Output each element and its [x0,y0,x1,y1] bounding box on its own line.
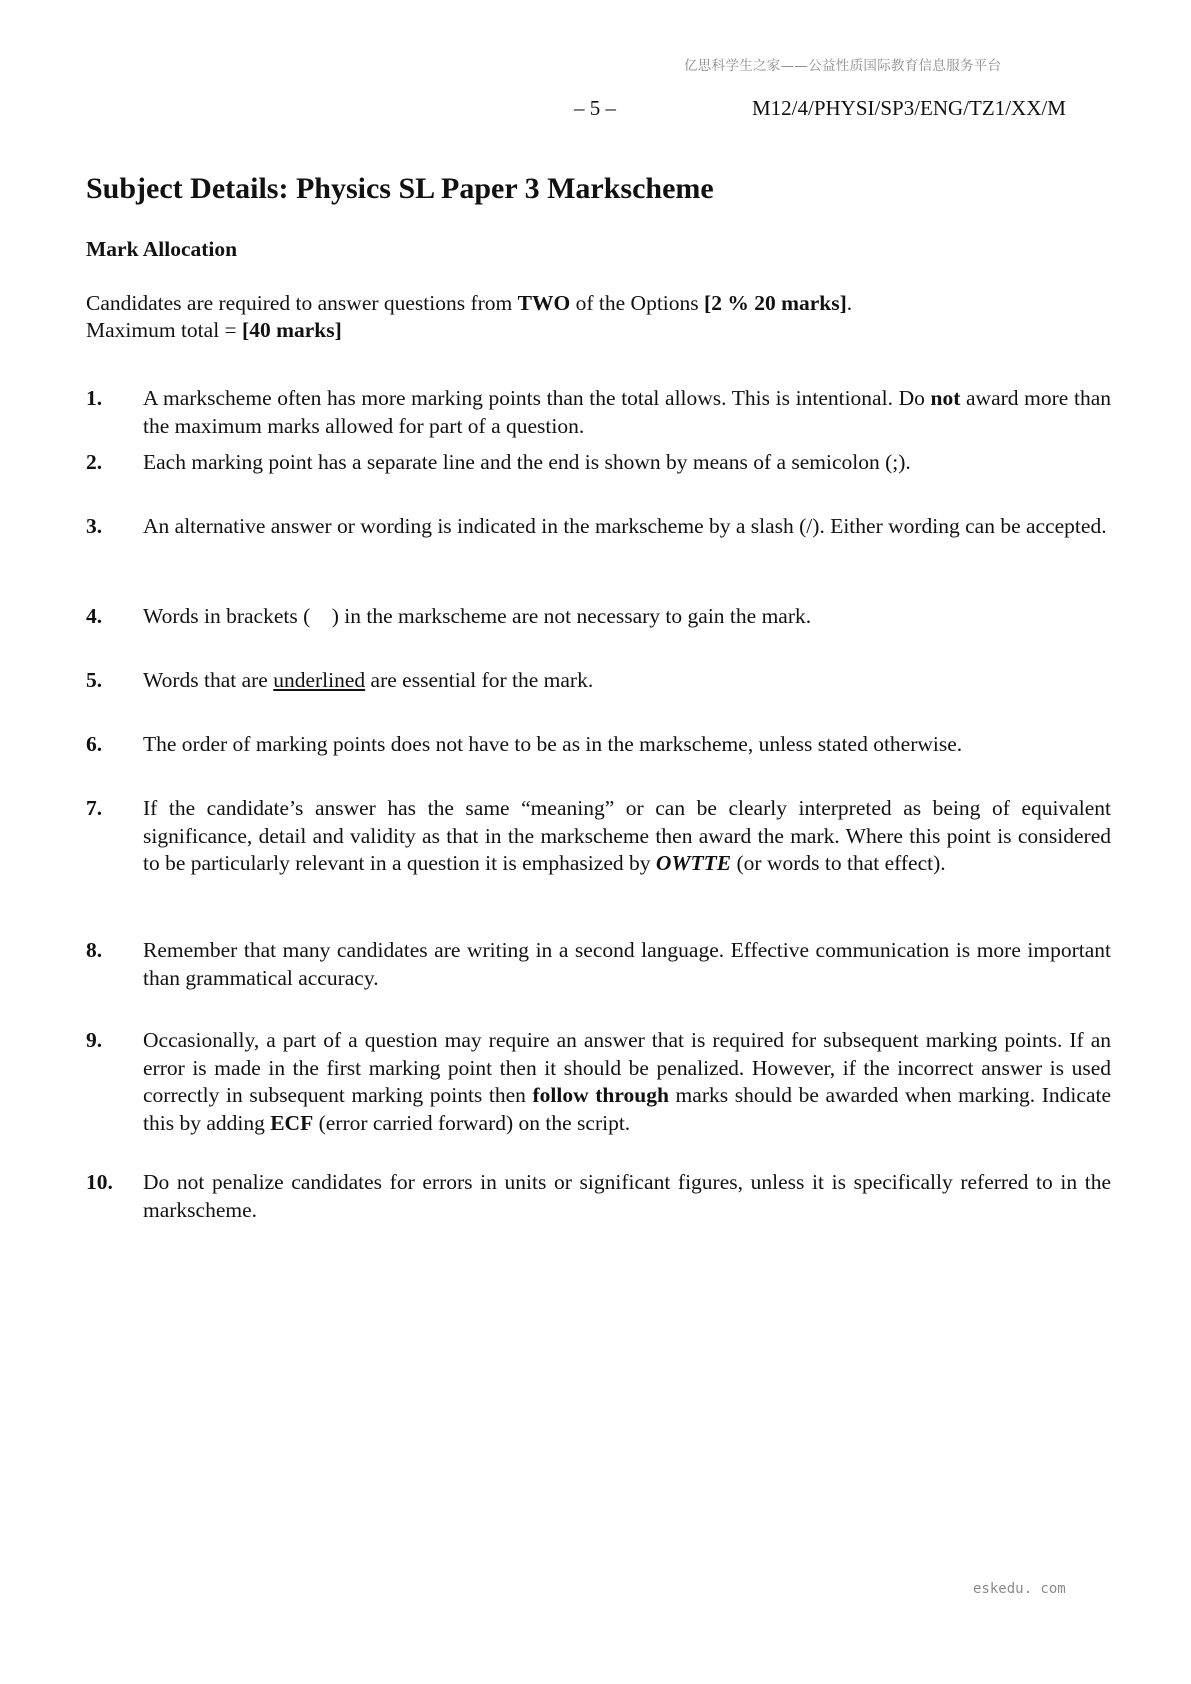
watermark-top: 亿思科学生之家——公益性质国际教育信息服务平台 [684,58,1002,74]
rule-number: 4. [86,604,103,628]
rule-item-8 [86,937,1111,992]
rule-item-5 [86,667,1111,695]
rule-number: 1. [86,386,103,410]
rule-text: An alternative answer or wording is indicated in the markscheme by a slash (/). Either wording can be accepted. [143,514,1107,538]
rule-number: 10. [86,1170,113,1194]
rule-number: 6. [86,732,103,756]
rule-item-3 [86,513,1111,541]
rule-number: 7. [86,796,103,820]
rule-text: Each marking point has a separate line and the end is shown by means of a semicolon (;). [143,450,911,474]
rule-item-2 [86,449,1111,477]
rule-text: If the candidate’s answer has the same “meaning” or can be clearly interpreted as being of equivalent significance, detail and validity as that in the markscheme then award the mark. Where this point is considered to be particularly relevant in a question it is emphasized by OWTTE (or words to that effect). [143,796,1111,875]
rule-text: Words that are underlined are essential for the mark. [143,668,594,692]
page-title: Subject Details: Physics SL Paper 3 Markscheme [86,172,714,205]
rule-text: Remember that many candidates are writing in a second language. Effective communication is more important than grammatical accuracy. [143,938,1111,990]
document-code: M12/4/PHYSI/SP3/ENG/TZ1/XX/M [752,96,1066,120]
rule-number: 5. [86,668,103,692]
mark-allocation-text [86,290,1111,344]
watermark-bottom: eskedu. com [973,1581,1066,1597]
rule-text: The order of marking points does not have to be as in the markscheme, unless stated otherwise. [143,732,963,756]
rule-item-6 [86,731,1111,759]
rule-number: 9. [86,1028,103,1052]
intro-line-2: Maximum total = [40 marks] [86,318,342,342]
page-number: – 5 – [574,96,616,120]
rule-item-1 [86,385,1111,440]
rule-item-4 [86,603,1111,631]
rule-number: 3. [86,514,103,538]
rule-number: 2. [86,450,103,474]
rule-text: A markscheme often has more marking points than the total allows. This is intentional. Do not award more than the maximum marks allowed for part of a question. [143,386,1111,438]
rule-text: Occasionally, a part of a question may require an answer that is required for subsequent marking points. If an error is made in the first marking point then it should be penalized. However, if the incorrect answer is used correctly in subsequent marking points then follow through marks should be awarded when marking. Indicate this by adding ECF (error carried forward) on the script. [143,1028,1111,1135]
mark-allocation-heading: Mark Allocation [86,237,238,261]
rule-item-7 [86,795,1111,878]
rule-text: Do not penalize candidates for errors in units or significant figures, unless it is specifically referred to in the markscheme. [143,1170,1111,1222]
rule-text: Words in brackets ( ) in the markscheme are not necessary to gain the mark. [143,604,812,628]
intro-line-1: Candidates are required to answer questions from TWO of the Options [2 % 20 marks]. [86,291,853,315]
rule-number: 8. [86,938,103,962]
rule-item-9 [86,1027,1111,1137]
rule-item-10 [86,1169,1111,1224]
